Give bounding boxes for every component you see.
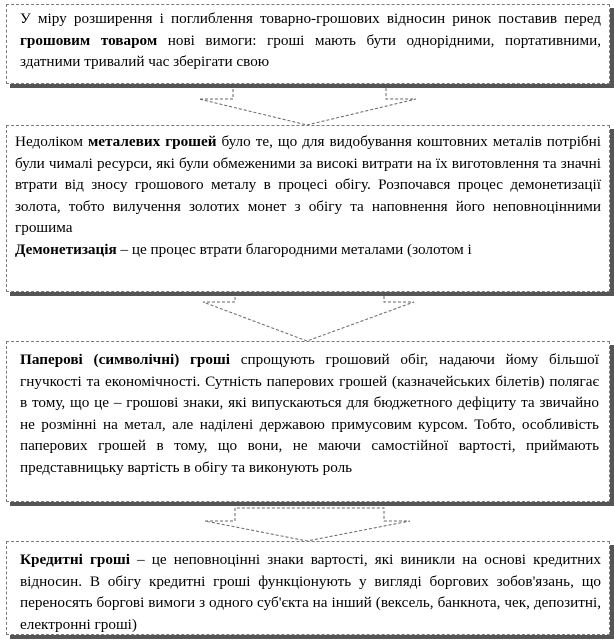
paper-money-term: Паперові (символічні) гроші [20,351,230,368]
demonetization-definition: Демонетизація – це процес втрати благородними металами (золотом і [15,240,472,258]
down-arrow-1 [0,84,614,126]
demonetization-term: Демонетизація [15,240,117,258]
market-requirements-text: У міру розширення і поглиблення товарно-грошових відносин ринок поставив перед грошовим товаром нові вимоги: гроші мають бути однорідними, портативними, здатними тривалий час зберігати свою [20,10,602,71]
metal-money-term: металевих грошей [87,133,217,150]
down-arrow-2 [0,292,614,342]
credit-money-text: Кредитні гроші – це неповноцінні знаки вартості, які виникли на основі кредитних відносин. В обігу кредитні гроші функціонують у вигляді боргових зобов'язань, що переносять боргові вимоги з одного суб'єкта на інший (вексель, банкнота, чек, депозитні, електронні гроші) [20,551,601,633]
paper-money-box [6,341,610,502]
market-requirements-box [6,4,610,84]
credit-money-box [6,541,610,635]
commodity-money-term: грошовим товаром [20,31,158,49]
credit-money-term: Кредитні гроші [20,551,130,568]
metal-money-box [6,125,610,292]
down-arrow-3 [0,502,614,542]
paper-money-text: Паперові (символічні) гроші спрощують грошовий обіг, надаючи йому більшої гнучкості та економічності. Сутність паперових грошей (казначейських білетів) полягає в тому, що це – грошові знаки, які випускаються для бюджетного дефіциту та звичайно не розмінні на метал, але наділені державою примусовим курсом. Тобто, особливість паперових грошей в тому, що вони, не маючи самостійної вартості, приймають представницьку вартість в обігу та виконують роль [20,351,599,476]
metal-money-text: Недоліком металевих грошей було те, що для видобування коштовних металів потрібні були чималі ресурси, які були обмеженими за високі витрати на їх виготовлення та значні втрати від зносу грошового металу в процесі обігу. Розпочався процес демонетизації золота, тобто вилучення золотих монет з обігу та наповнення його неповноцінними грошима [15,133,601,237]
